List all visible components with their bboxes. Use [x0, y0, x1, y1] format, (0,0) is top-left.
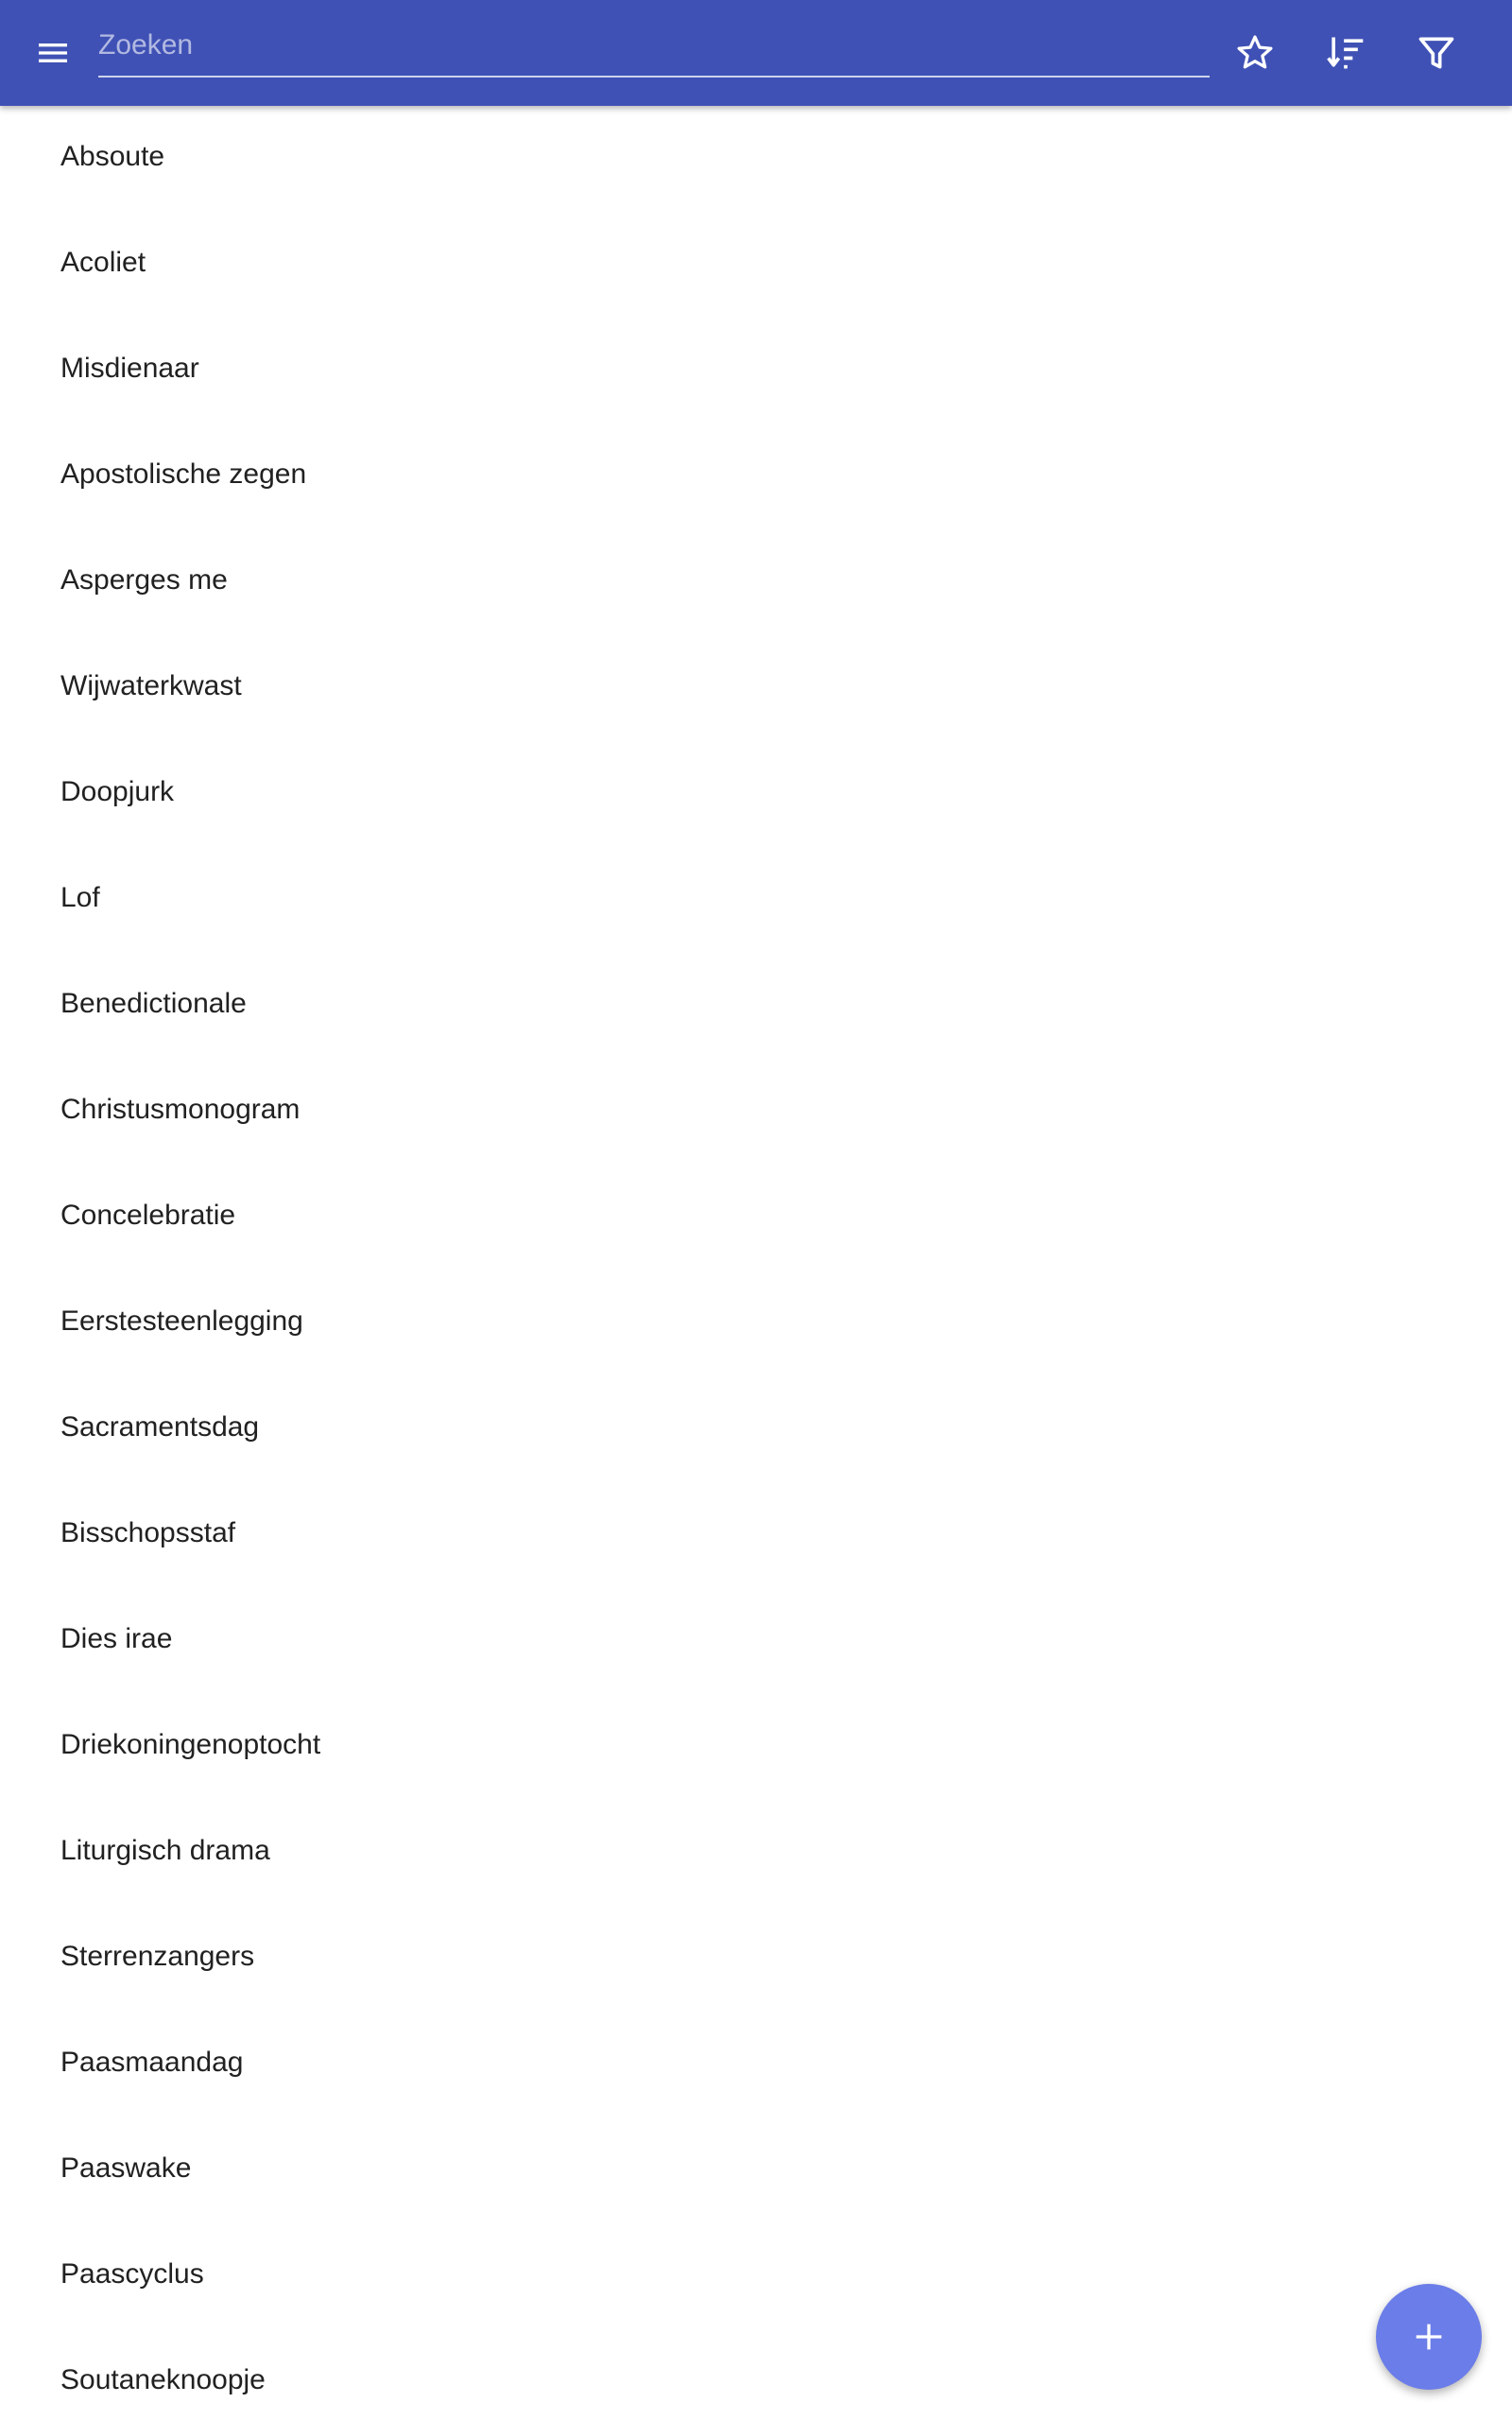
list-item-label: Wijwaterkwast — [60, 670, 242, 701]
list-item[interactable] — [0, 1800, 1512, 1906]
list-item[interactable] — [0, 1165, 1512, 1270]
list-item-label: Eerstesteenlegging — [60, 1305, 303, 1337]
list-item[interactable] — [0, 2012, 1512, 2118]
list-item[interactable] — [0, 2329, 1512, 2420]
filter-button[interactable] — [1406, 23, 1467, 83]
sort-button[interactable] — [1315, 23, 1376, 83]
star-outline-icon — [1234, 32, 1276, 74]
list-item-label: Paascyclus — [60, 2258, 204, 2290]
list-item-label: Apostolische zegen — [60, 458, 307, 490]
list-item-label: Concelebratie — [60, 1200, 236, 1231]
list-item[interactable] — [0, 212, 1512, 318]
list-item-label: Dies irae — [60, 1623, 173, 1654]
list-item[interactable] — [0, 741, 1512, 847]
list-item[interactable] — [0, 529, 1512, 635]
search-input[interactable] — [98, 17, 1210, 74]
list-item[interactable] — [0, 847, 1512, 953]
list-item-label: Sacramentsdag — [60, 1411, 260, 1443]
list-item-label: Paasmaandag — [60, 2047, 244, 2078]
top-app-bar — [0, 0, 1512, 106]
filter-icon — [1416, 32, 1457, 74]
list-item[interactable] — [0, 1482, 1512, 1588]
list-item-label: Lof — [60, 882, 100, 913]
menu-icon — [34, 34, 72, 72]
plus-icon — [1410, 2318, 1448, 2356]
add-item-button[interactable] — [1376, 2284, 1482, 2390]
list-item-label: Soutaneknoopje — [60, 2364, 266, 2395]
list-item[interactable] — [0, 635, 1512, 741]
list-item[interactable] — [0, 106, 1512, 212]
list-item-label: Paaswake — [60, 2152, 192, 2184]
list-item-label: Benedictionale — [60, 988, 247, 1019]
list-item[interactable] — [0, 1270, 1512, 1376]
favorites-button[interactable] — [1225, 23, 1285, 83]
list-item[interactable] — [0, 1694, 1512, 1800]
list-item-label: Misdienaar — [60, 353, 199, 384]
list-item-label: Liturgisch drama — [60, 1835, 270, 1866]
list-item-label: Christusmonogram — [60, 1094, 301, 1125]
search-field — [98, 17, 1210, 78]
sort-icon — [1325, 32, 1366, 74]
list-item-label: Absoute — [60, 141, 165, 172]
list-item[interactable] — [0, 1906, 1512, 2012]
list-item[interactable] — [0, 1059, 1512, 1165]
list-item[interactable] — [0, 318, 1512, 424]
list-item[interactable] — [0, 953, 1512, 1059]
list-item[interactable] — [0, 424, 1512, 529]
list-item-label: Sterrenzangers — [60, 1941, 255, 1972]
list-item-label: Driekoningenoptocht — [60, 1729, 321, 1760]
menu-button[interactable] — [23, 23, 83, 83]
list-item[interactable] — [0, 2223, 1512, 2329]
list-item[interactable] — [0, 1588, 1512, 1694]
list-item[interactable] — [0, 1376, 1512, 1482]
list-item-label: Acoliet — [60, 247, 146, 278]
list-item-label: Doopjurk — [60, 776, 175, 807]
list-item-label: Asperges me — [60, 564, 228, 596]
list-item-label: Bisschopsstaf — [60, 1517, 236, 1548]
list-item[interactable] — [0, 2118, 1512, 2223]
